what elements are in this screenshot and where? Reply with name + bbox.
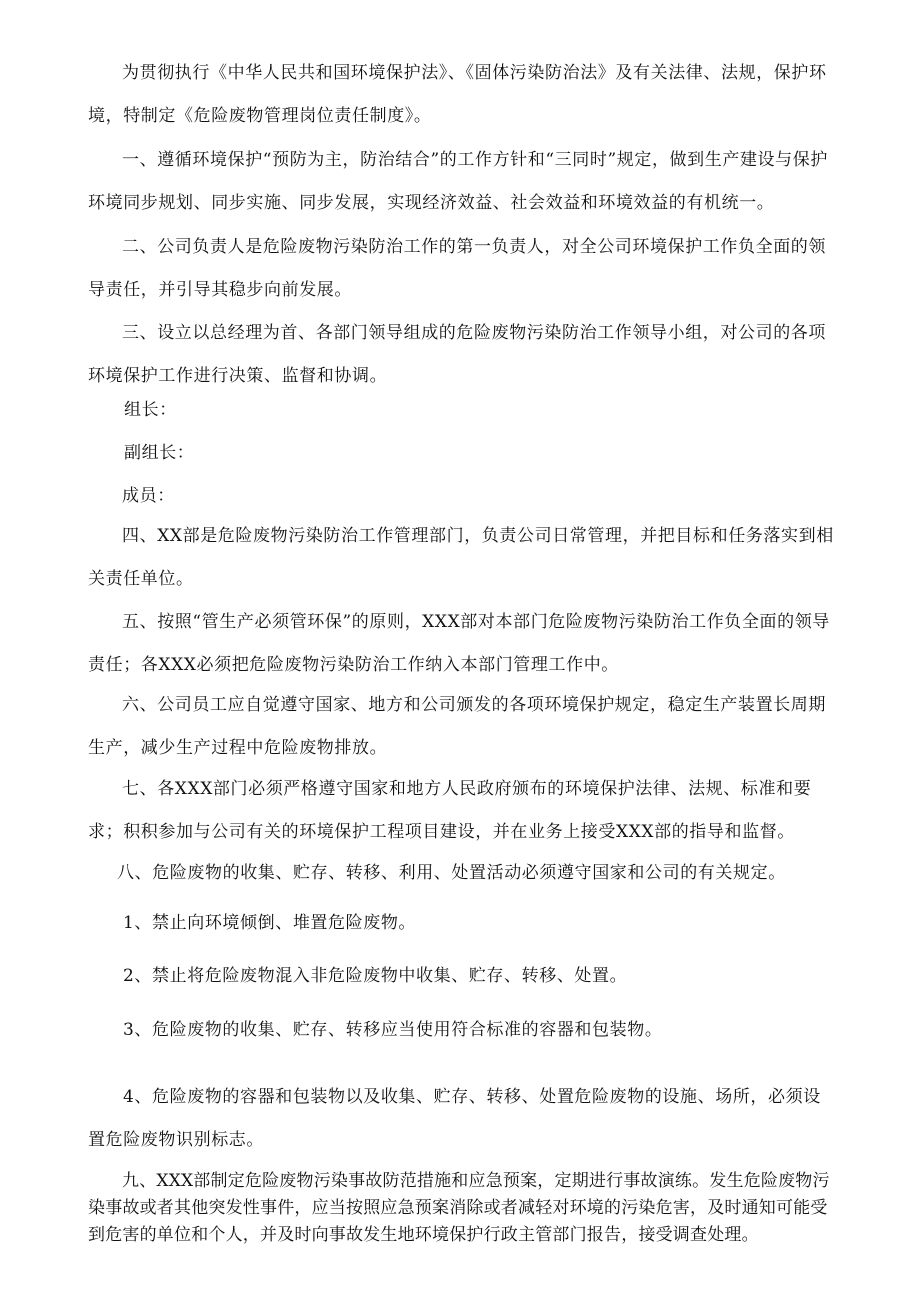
article-4: 四、XX部是危险废物污染防治工作管理部门，负责公司日常管理，并把目标和任务落实到相关责任单位。	[88, 526, 834, 589]
rule-item-3: 3、危险废物的收集、贮存、转移应当使用符合标准的容器和包装物。	[123, 1020, 663, 1040]
deputy-leader-label: 副组长：	[124, 443, 195, 463]
article-9: 九、XXX部制定危险废物污染事故防范措施和应急预案，定期进行事故演练。发生危险废物污染事故或者其他突发性事件，应当按照应急预案消除或者减轻对环境的污染危害，及时通知可能受到危害的单位和个人，并及时向事故发生地环境保护行政主管部门报告，接受调查处理。	[88, 1171, 830, 1245]
rule-item-1: 1、禁止向环境倾倒、堆置危险废物。	[123, 913, 417, 933]
article-3: 三、设立以总经理为首、各部门领导组成的危险废物污染防治工作领导小组，对公司的各项环境保护工作进行决策、监督和协调。	[88, 323, 826, 386]
article-2: 二、公司负责人是危险废物污染防治工作的第一负责人，对全公司环境保护工作负全面的领导责任，并引导其稳步向前发展。	[88, 237, 826, 300]
article-6: 六、公司员工应自觉遵守国家、地方和公司颁发的各项环境保护规定，稳定生产装置长周期生产，减少生产过程中危险废物排放。	[88, 695, 826, 758]
members-label: 成员：	[122, 486, 175, 506]
article-7: 七、各XXX部门必须严格遵守国家和地方人民政府颁布的环境保护法律、法规、标准和要求；积积参加与公司有关的环境保护工程项目建设，并在业务上接受XXX部的指导和监督。	[88, 779, 812, 842]
intro-paragraph: 为贯彻执行《中华人民共和国环境保护法》、《固体污染防治法》及有关法律、法规，保护环境，特制定《危险废物管理岗位责任制度》。	[88, 63, 827, 126]
article-5: 五、按照“管生产必须管环保”的原则，XXX部对本部门危险废物污染防治工作负全面的领导责任；各XXX必须把危险废物污染防治工作纳入本部门管理工作中。	[88, 612, 830, 675]
article-1: 一、遵循环境保护“预防为主，防治结合”的工作方针和“三同时”规定，做到生产建设与保护环境同步规划、同步实施、同步发展，实现经济效益、社会效益和环境效益的有机统一。	[88, 150, 828, 213]
rule-item-2: 2、禁止将危险废物混入非危险废物中收集、贮存、转移、处置。	[123, 966, 628, 986]
article-8: 八、危险废物的收集、贮存、转移、利用、处置活动必须遵守国家和公司的有关规定。	[117, 863, 786, 883]
group-leader-label: 组长：	[124, 400, 177, 420]
rule-item-4: 4、危险废物的容器和包装物以及收集、贮存、转移、处置危险废物的设施、场所，必须设置危险废物识别标志。	[88, 1087, 821, 1150]
